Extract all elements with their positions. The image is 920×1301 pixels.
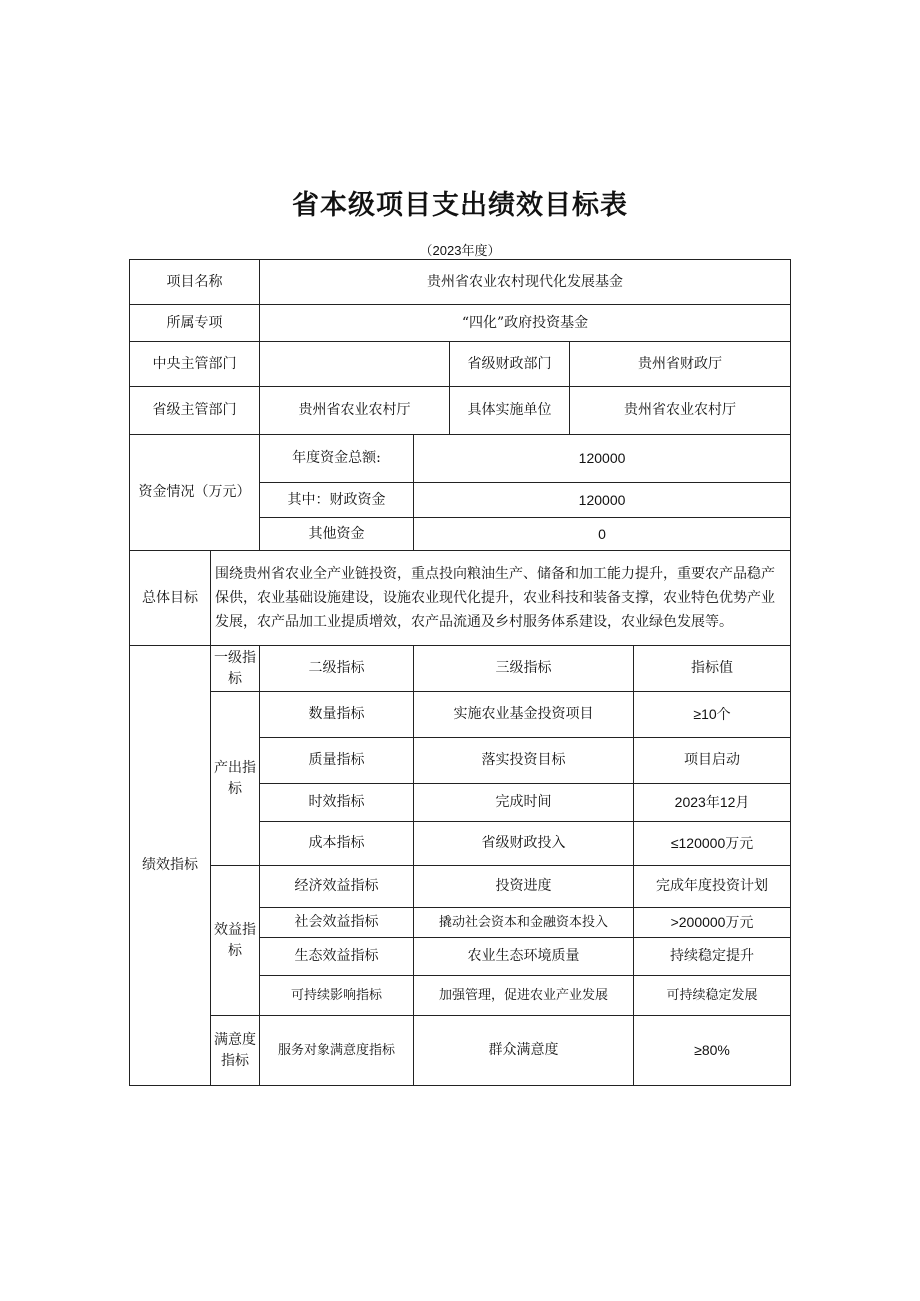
level3-cell: 投资进度 xyxy=(414,866,634,908)
level3-cell: 农业生态环境质量 xyxy=(414,938,634,976)
level2-cell: 生态效益指标 xyxy=(260,938,414,976)
level2-cell: 质量指标 xyxy=(260,738,414,784)
page-title: 省本级项目支出绩效目标表 xyxy=(292,190,628,221)
central-dept-label: 中央主管部门 xyxy=(130,342,260,387)
value-cell: ≥10个 xyxy=(634,692,791,738)
overall-goal-text: 围绕贵州省农业全产业链投资，重点投向粮油生产、储备和加工能力提升，重要农产品稳产保供，农业基础设施建设，设施农业现代化提升，农业科技和装备支撑，农业特色优势产业发展，农产品加工业提质增效，农产品流通及乡村服务体系建设，农业绿色发展等。 xyxy=(211,551,791,646)
project-name-value: 贵州省农业农村现代化发展基金 xyxy=(260,260,791,305)
funding-other-label: 其他资金 xyxy=(260,518,414,551)
provincial-dept-value: 贵州省农业农村厅 xyxy=(260,387,450,435)
value-cell: ≥80% xyxy=(634,1016,791,1086)
row-overall-goal xyxy=(130,551,791,646)
level3-cell: 群众满意度 xyxy=(414,1016,634,1086)
funding-label: 资金情况（万元） xyxy=(130,435,260,551)
satisfaction-indicator-label: 满意度指标 xyxy=(211,1016,260,1086)
output-indicator-label: 产出指标 xyxy=(211,692,260,866)
row-indicator-headers xyxy=(130,646,791,692)
row-funding-total xyxy=(130,435,791,483)
funding-total-value: 120000 xyxy=(414,435,791,483)
level2-cell: 时效指标 xyxy=(260,784,414,822)
row-central-dept xyxy=(130,342,791,387)
value-cell: 2023年12月 xyxy=(634,784,791,822)
value-cell: 持续稳定提升 xyxy=(634,938,791,976)
impl-unit-value: 贵州省农业农村厅 xyxy=(570,387,791,435)
overall-goal-label: 总体目标 xyxy=(130,551,211,646)
table-row xyxy=(130,866,791,908)
funding-fiscal-value: 120000 xyxy=(414,483,791,518)
level2-cell: 服务对象满意度指标 xyxy=(260,1016,414,1086)
level2-cell: 经济效益指标 xyxy=(260,866,414,908)
row-special xyxy=(130,305,791,342)
special-label: 所属专项 xyxy=(130,305,260,342)
level3-cell: 撬动社会资本和金融资本投入 xyxy=(414,908,634,938)
header-level3: 三级指标 xyxy=(414,646,634,692)
level3-cell: 实施农业基金投资项目 xyxy=(414,692,634,738)
funding-other-value: 0 xyxy=(414,518,791,551)
level2-cell: 可持续影响指标 xyxy=(260,976,414,1016)
level2-cell: 成本指标 xyxy=(260,822,414,866)
header-level1: 一级指标 xyxy=(211,646,260,692)
header-level2: 二级指标 xyxy=(260,646,414,692)
funding-fiscal-label: 其中：财政资金 xyxy=(260,483,414,518)
level2-cell: 社会效益指标 xyxy=(260,908,414,938)
provincial-dept-label: 省级主管部门 xyxy=(130,387,260,435)
value-cell: 完成年度投资计划 xyxy=(634,866,791,908)
funding-total-label: 年度资金总额: xyxy=(260,435,414,483)
project-name-label: 项目名称 xyxy=(130,260,260,305)
fiscal-year: （2023年度） xyxy=(419,243,501,258)
benefit-indicator-label: 效益指标 xyxy=(211,866,260,1016)
level3-cell: 完成时间 xyxy=(414,784,634,822)
level3-cell: 落实投资目标 xyxy=(414,738,634,784)
level2-cell: 数量指标 xyxy=(260,692,414,738)
table-row xyxy=(130,1016,791,1086)
impl-unit-label: 具体实施单位 xyxy=(450,387,570,435)
performance-target-table xyxy=(129,259,791,1086)
value-cell: 项目启动 xyxy=(634,738,791,784)
value-cell: ≤120000万元 xyxy=(634,822,791,866)
central-dept-value xyxy=(260,342,450,387)
header-value: 指标值 xyxy=(634,646,791,692)
indicators-label: 绩效指标 xyxy=(130,646,211,1086)
row-provincial-dept xyxy=(130,387,791,435)
table-row xyxy=(130,692,791,738)
row-project-name xyxy=(130,260,791,305)
level3-cell: 省级财政投入 xyxy=(414,822,634,866)
value-cell: >200000万元 xyxy=(634,908,791,938)
finance-dept-label: 省级财政部门 xyxy=(450,342,570,387)
level3-cell: 加强管理，促进农业产业发展 xyxy=(414,976,634,1016)
special-value: “四化”政府投资基金 xyxy=(260,305,791,342)
finance-dept-value: 贵州省财政厅 xyxy=(570,342,791,387)
value-cell: 可持续稳定发展 xyxy=(634,976,791,1016)
